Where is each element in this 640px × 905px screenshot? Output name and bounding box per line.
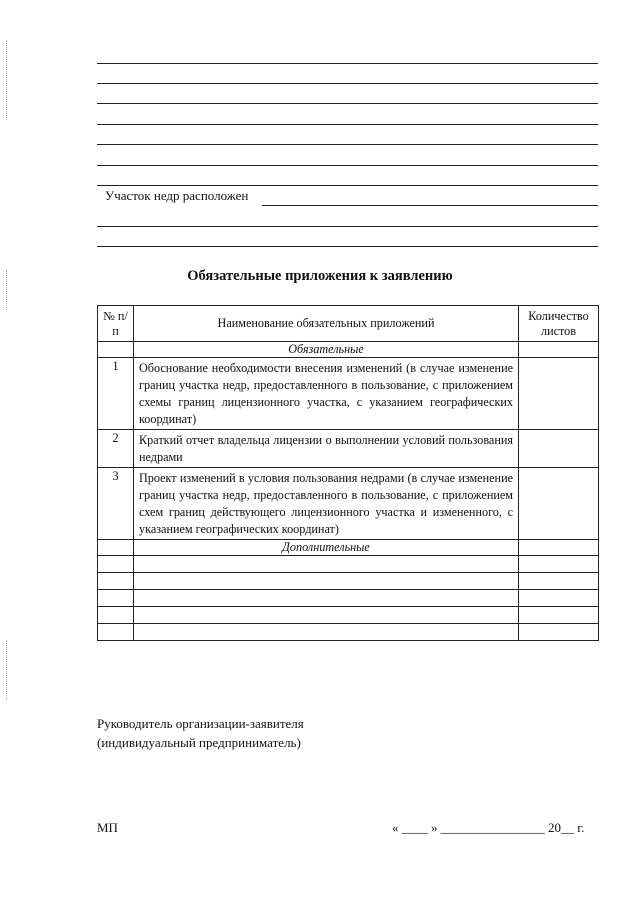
- signer-line-1: Руководитель организации-заявителя: [97, 716, 304, 731]
- header-name: Наименование обязательных приложений: [134, 306, 519, 342]
- section-additional-label: Дополнительные: [134, 540, 519, 556]
- blank-line[interactable]: [97, 83, 598, 84]
- row-count-cell[interactable]: [519, 358, 599, 430]
- blank-line[interactable]: [97, 124, 598, 125]
- section-required-label: Обязательные: [134, 342, 519, 358]
- table-header-row: [98, 306, 599, 342]
- row-count-cell[interactable]: [519, 468, 599, 540]
- location-field-line[interactable]: [262, 205, 598, 206]
- row-text: Краткий отчет владельца лицензии о выполнении условий пользования недрами: [134, 430, 519, 468]
- empty-row[interactable]: [98, 590, 599, 607]
- scan-speck: [6, 640, 11, 700]
- empty-row[interactable]: [98, 607, 599, 624]
- row-num: 3: [98, 468, 134, 540]
- blank-line[interactable]: [97, 165, 598, 166]
- row-count-cell[interactable]: [519, 430, 599, 468]
- row-num: 2: [98, 430, 134, 468]
- header-num: № п/п: [98, 306, 134, 342]
- blank-line[interactable]: [97, 63, 598, 64]
- section-row-additional: [98, 540, 599, 556]
- date-field[interactable]: « ____ » ________________ 20__ г.: [392, 820, 585, 835]
- location-label: Участок недр расположен: [105, 188, 249, 203]
- row-num: 1: [98, 358, 134, 430]
- empty-row[interactable]: [98, 624, 599, 641]
- table-row: [98, 358, 599, 430]
- blank-line[interactable]: [97, 226, 598, 227]
- section-row-required: [98, 342, 599, 358]
- stamp-label: МП: [97, 820, 118, 835]
- scan-speck: [6, 270, 11, 310]
- row-text: Обоснование необходимости внесения изменений (в случае изменение границ участка недр, предоставленного в пользование, с приложением схемы границ лицензионного участка, с указанием географических координат): [134, 358, 519, 430]
- blank-line[interactable]: [97, 246, 598, 247]
- blank-line[interactable]: [97, 185, 598, 186]
- attachments-table: [97, 305, 599, 641]
- blank-line[interactable]: [97, 144, 598, 145]
- empty-row[interactable]: [98, 573, 599, 590]
- empty-row[interactable]: [98, 556, 599, 573]
- scan-speck: [6, 40, 11, 120]
- signer-line-2: (индивидуальный предприниматель): [97, 735, 301, 750]
- section-title: Обязательные приложения к заявлению: [187, 268, 453, 284]
- header-count: Количество листов: [519, 306, 599, 342]
- table-row: [98, 430, 599, 468]
- table-row: [98, 468, 599, 540]
- row-text: Проект изменений в условия пользования недрами (в случае изменение границ участка недр, предоставленного в пользование, с приложением схем границ действующего лицензионного участка и измененного, с указанием географических координат): [134, 468, 519, 540]
- blank-line[interactable]: [97, 103, 598, 104]
